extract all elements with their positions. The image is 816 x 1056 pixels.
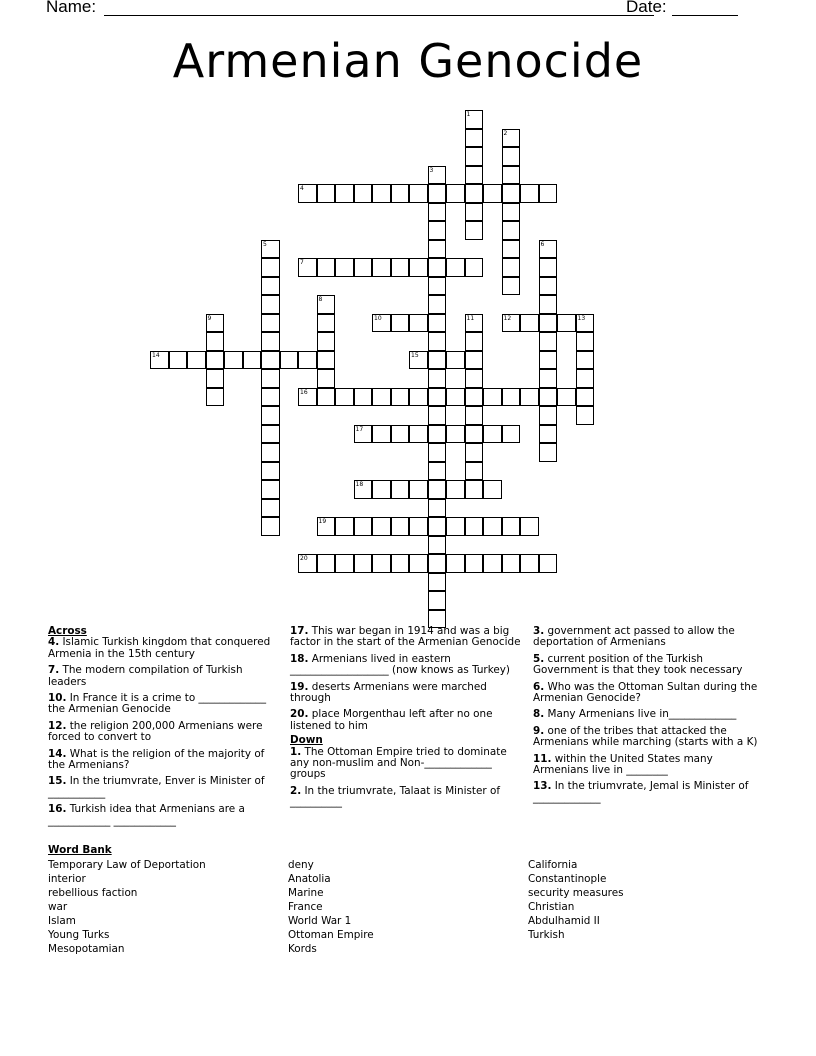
grid-cell[interactable] <box>391 554 410 573</box>
clue-num: 11. <box>533 752 552 765</box>
word-bank-item: security measures <box>528 887 624 899</box>
grid-cell[interactable] <box>428 536 447 555</box>
grid-cell[interactable] <box>372 425 391 444</box>
grid-cell[interactable] <box>539 184 558 203</box>
grid-cell[interactable] <box>483 554 502 573</box>
grid-cell[interactable] <box>280 351 299 370</box>
grid-cell[interactable] <box>391 184 410 203</box>
grid-cell[interactable] <box>428 184 447 203</box>
grid-cell[interactable] <box>446 554 465 573</box>
grid-cell[interactable] <box>428 295 447 314</box>
grid-cell[interactable] <box>428 462 447 481</box>
puzzle-title: Armenian Genocide <box>172 34 644 88</box>
grid-cell[interactable] <box>483 184 502 203</box>
clue-item <box>48 749 276 772</box>
clue-number: 2 <box>503 129 508 137</box>
date-label: Date: <box>626 0 667 16</box>
grid-cell[interactable] <box>298 184 317 203</box>
grid-cell[interactable] <box>446 425 465 444</box>
grid-cell[interactable] <box>206 388 225 407</box>
grid-cell[interactable] <box>261 388 280 407</box>
word-bank-item: rebellious faction <box>48 887 138 899</box>
grid-cell[interactable] <box>261 295 280 314</box>
grid-cell[interactable] <box>354 425 373 444</box>
clue-item <box>533 726 765 749</box>
grid-cell[interactable] <box>335 388 354 407</box>
grid-cell[interactable] <box>261 258 280 277</box>
word-bank-item: World War 1 <box>288 915 352 927</box>
grid-cell[interactable] <box>428 240 447 259</box>
grid-cell[interactable] <box>150 351 169 370</box>
grid-cell[interactable] <box>446 258 465 277</box>
word-bank-column-1 <box>48 858 206 956</box>
grid-cell[interactable] <box>539 314 558 333</box>
word-bank-item: Abdulhamid II <box>528 915 600 927</box>
grid-cell[interactable] <box>483 425 502 444</box>
clue-item <box>48 665 276 688</box>
clue-item <box>290 709 526 732</box>
grid-cell[interactable] <box>465 221 484 240</box>
grid-cell[interactable] <box>465 110 484 129</box>
grid-cell[interactable] <box>317 388 336 407</box>
clue-item <box>48 637 276 660</box>
grid-cell[interactable] <box>428 443 447 462</box>
date-field-line[interactable] <box>672 15 738 16</box>
grid-cell[interactable] <box>298 351 317 370</box>
word-bank-item: Islam <box>48 915 76 927</box>
clue-text: Who was the Ottoman Sultan during the Armenian Genocide? <box>533 680 758 705</box>
word-bank-item: Temporary Law of Deportation <box>48 859 206 871</box>
clue-num: 6. <box>533 680 545 693</box>
grid-cell[interactable] <box>502 258 521 277</box>
grid-cell[interactable] <box>576 406 595 425</box>
clue-item <box>48 721 276 744</box>
grid-cell[interactable] <box>502 277 521 296</box>
grid-cell[interactable] <box>483 517 502 536</box>
grid-cell[interactable] <box>465 517 484 536</box>
clue-number: 10 <box>374 314 382 322</box>
word-bank-item: deny <box>288 859 314 871</box>
word-bank-column-3 <box>528 858 624 942</box>
grid-cell[interactable] <box>428 406 447 425</box>
clue-number: 7 <box>300 259 304 266</box>
grid-cell[interactable] <box>261 351 280 370</box>
clue-num: 1. <box>290 745 302 758</box>
grid-cell[interactable] <box>465 554 484 573</box>
grid-cell[interactable] <box>261 277 280 296</box>
clue-text: current position of the Turkish Government is that they took necessary <box>533 652 743 677</box>
grid-cell[interactable] <box>261 499 280 518</box>
grid-cell[interactable] <box>557 314 576 333</box>
grid-cell[interactable] <box>539 295 558 314</box>
clue-item <box>290 626 526 649</box>
grid-cell[interactable] <box>465 388 484 407</box>
grid-cell[interactable] <box>502 314 521 333</box>
grid-cell[interactable] <box>539 240 558 259</box>
clue-number: 12 <box>503 314 512 322</box>
grid-cell[interactable] <box>576 388 595 407</box>
clue-num: 19. <box>290 680 309 693</box>
grid-cell[interactable] <box>465 462 484 481</box>
word-bank-item: France <box>288 901 323 913</box>
grid-cell[interactable] <box>502 166 521 185</box>
grid-cell[interactable] <box>428 332 447 351</box>
grid-cell[interactable] <box>446 351 465 370</box>
clue-item <box>533 754 765 777</box>
clue-number: 9 <box>207 314 212 322</box>
word-bank-column-2 <box>288 858 374 956</box>
clue-num: 10. <box>48 692 67 705</box>
clue-num: 9. <box>533 724 545 737</box>
clue-text: This war began in 1914 and was a big factor in the start of the Armenian Genocide <box>290 625 521 649</box>
clue-item <box>533 682 765 705</box>
grid-cell[interactable] <box>428 314 447 333</box>
clue-text: In France it is a crime to _____________ the Armenian Genocide <box>48 692 267 716</box>
clue-number: 5 <box>263 240 267 248</box>
grid-cell[interactable] <box>372 388 391 407</box>
grid-cell[interactable] <box>317 314 336 333</box>
grid-cell[interactable] <box>502 554 521 573</box>
grid-cell[interactable] <box>391 388 410 407</box>
grid-cell[interactable] <box>465 147 484 166</box>
grid-cell[interactable] <box>576 369 595 388</box>
grid-cell[interactable] <box>206 314 225 333</box>
clue-text: one of the tribes that attacked the Armenians while marching (starts with a K) <box>533 724 758 749</box>
clue-text: In the triumvrate, Talaat is Minister of __________ <box>290 784 500 809</box>
grid-cell[interactable] <box>428 554 447 573</box>
grid-cell[interactable] <box>502 425 521 444</box>
grid-cell[interactable] <box>261 517 280 536</box>
word-bank-item: California <box>528 859 578 871</box>
grid-cell[interactable] <box>520 314 539 333</box>
grid-cell[interactable] <box>372 480 391 499</box>
clue-num: 15. <box>48 775 67 788</box>
grid-cell[interactable] <box>317 517 336 536</box>
grid-cell[interactable] <box>409 258 428 277</box>
grid-cell[interactable] <box>539 425 558 444</box>
grid-cell[interactable] <box>298 554 317 573</box>
grid-cell[interactable] <box>391 425 410 444</box>
grid-cell[interactable] <box>409 554 428 573</box>
grid-cell[interactable] <box>502 203 521 222</box>
grid-cell[interactable] <box>317 258 336 277</box>
clue-number: 1 <box>466 111 471 118</box>
grid-cell[interactable] <box>354 388 373 407</box>
grid-cell[interactable] <box>502 240 521 259</box>
word-bank-item: Kords <box>288 943 317 955</box>
grid-cell[interactable] <box>261 425 280 444</box>
clue-item <box>48 693 276 716</box>
clue-item <box>48 776 276 799</box>
grid-cell[interactable] <box>409 351 428 370</box>
grid-cell[interactable] <box>354 517 373 536</box>
clues-column-3 <box>533 626 765 809</box>
clue-number: 16 <box>300 388 308 396</box>
grid-cell[interactable] <box>317 184 336 203</box>
grid-cell[interactable] <box>335 184 354 203</box>
grid-cell[interactable] <box>502 388 521 407</box>
word-bank-item: Mesopotamian <box>48 943 125 955</box>
grid-cell[interactable] <box>520 388 539 407</box>
clue-text: The Ottoman Empire tried to dominate any non-muslim and Non-_____________ groups <box>290 745 507 781</box>
grid-cell[interactable] <box>539 351 558 370</box>
grid-cell[interactable] <box>465 480 484 499</box>
name-date-header <box>46 0 766 22</box>
grid-cell[interactable] <box>372 184 391 203</box>
down-heading: Down <box>290 734 323 747</box>
clue-item <box>533 654 765 677</box>
clue-text: The modern compilation of Turkish leaders <box>48 664 243 688</box>
clue-item <box>290 682 526 705</box>
clue-item <box>290 654 526 677</box>
grid-cell[interactable] <box>557 388 576 407</box>
grid-cell[interactable] <box>539 277 558 296</box>
name-field-line[interactable] <box>104 15 654 16</box>
grid-cell[interactable] <box>428 388 447 407</box>
clue-num: 12. <box>48 719 67 732</box>
clue-num: 2. <box>290 784 302 797</box>
word-bank-item: war <box>48 901 68 913</box>
grid-cell[interactable] <box>372 258 391 277</box>
clue-text: Islamic Turkish kingdom that conquered Armenia in the 15th century <box>48 636 271 660</box>
grid-cell[interactable] <box>428 221 447 240</box>
clue-num: 17. <box>290 625 309 637</box>
grid-cell[interactable] <box>298 388 317 407</box>
word-bank-item: Turkish <box>528 929 565 941</box>
clue-number: 11 <box>466 314 475 322</box>
grid-cell[interactable] <box>465 129 484 148</box>
clue-number: 3 <box>429 166 434 174</box>
clue-number: 6 <box>540 240 545 248</box>
grid-cell[interactable] <box>465 406 484 425</box>
clue-number: 18 <box>355 481 364 488</box>
clue-item <box>290 786 526 809</box>
grid-cell[interactable] <box>317 369 336 388</box>
grid-cell[interactable] <box>372 554 391 573</box>
grid-cell[interactable] <box>409 314 428 333</box>
grid-cell[interactable] <box>465 166 484 185</box>
clue-text: Many Armenians live in_____________ <box>544 708 737 721</box>
across-heading: Across <box>48 625 87 637</box>
clue-num: 18. <box>290 652 309 665</box>
grid-cell[interactable] <box>539 258 558 277</box>
grid-cell[interactable] <box>261 240 280 259</box>
clue-num: 4. <box>48 636 60 649</box>
grid-cell[interactable] <box>206 332 225 351</box>
grid-cell[interactable] <box>428 591 447 610</box>
word-bank-item: Christian <box>528 901 575 913</box>
clue-num: 13. <box>533 780 552 793</box>
grid-cell[interactable] <box>391 517 410 536</box>
clue-text: Turkish idea that Armenians are a ____________ ____________ <box>48 803 245 827</box>
grid-cell[interactable] <box>317 295 336 314</box>
clue-item <box>533 626 765 649</box>
grid-cell[interactable] <box>465 258 484 277</box>
grid-cell[interactable] <box>391 480 410 499</box>
grid-cell[interactable] <box>243 351 262 370</box>
grid-cell[interactable] <box>446 480 465 499</box>
grid-cell[interactable] <box>335 554 354 573</box>
grid-cell[interactable] <box>502 147 521 166</box>
grid-cell[interactable] <box>409 480 428 499</box>
clue-num: 16. <box>48 803 67 816</box>
clue-num: 8. <box>533 708 545 721</box>
grid-cell[interactable] <box>354 184 373 203</box>
grid-cell[interactable] <box>520 554 539 573</box>
grid-cell[interactable] <box>187 351 206 370</box>
grid-cell[interactable] <box>428 166 447 185</box>
grid-cell[interactable] <box>465 203 484 222</box>
grid-cell[interactable] <box>206 351 225 370</box>
word-bank-item: Anatolia <box>288 873 331 885</box>
grid-cell[interactable] <box>354 480 373 499</box>
grid-cell[interactable] <box>391 258 410 277</box>
clue-item <box>533 781 765 804</box>
grid-cell[interactable] <box>391 314 410 333</box>
grid-cell[interactable] <box>465 443 484 462</box>
clue-num: 14. <box>48 747 67 760</box>
clues-column-1 <box>48 626 276 832</box>
grid-cell[interactable] <box>502 517 521 536</box>
grid-cell[interactable] <box>465 351 484 370</box>
clue-text: deserts Armenians were marched through <box>290 680 487 705</box>
clue-text: government act passed to allow the deportation of Armenians <box>533 625 735 649</box>
clue-text: In the triumvrate, Jemal is Minister of _____________ <box>533 780 749 804</box>
clue-number: 17 <box>355 425 364 433</box>
grid-cell[interactable] <box>428 277 447 296</box>
grid-cell[interactable] <box>539 554 558 573</box>
grid-cell[interactable] <box>428 351 447 370</box>
grid-cell[interactable] <box>261 462 280 481</box>
grid-cell[interactable] <box>317 554 336 573</box>
clue-text: within the United States many Armenians live in ________ <box>533 752 713 777</box>
clue-text: What is the religion of the majority of the Armenians? <box>48 747 265 772</box>
grid-cell[interactable] <box>576 332 595 351</box>
clue-item <box>533 709 765 720</box>
grid-cell[interactable] <box>465 369 484 388</box>
clue-number: 4 <box>300 185 304 192</box>
grid-cell[interactable] <box>428 573 447 592</box>
grid-cell[interactable] <box>539 332 558 351</box>
grid-cell[interactable] <box>335 517 354 536</box>
clue-item <box>48 804 276 827</box>
word-bank-heading: Word Bank <box>48 844 112 856</box>
clue-text: In the triumvrate, Enver is Minister of ___________ <box>48 775 265 799</box>
clues-column-2 <box>290 626 526 814</box>
grid-cell[interactable] <box>465 314 484 333</box>
grid-cell[interactable] <box>446 517 465 536</box>
clue-number: 8 <box>318 296 323 303</box>
grid-cell[interactable] <box>298 258 317 277</box>
grid-cell[interactable] <box>409 184 428 203</box>
grid-cell[interactable] <box>224 351 243 370</box>
grid-cell[interactable] <box>372 314 391 333</box>
grid-cell[interactable] <box>206 369 225 388</box>
grid-cell[interactable] <box>354 258 373 277</box>
grid-cell[interactable] <box>520 517 539 536</box>
grid-cell[interactable] <box>520 184 539 203</box>
clue-number: 14 <box>152 351 160 359</box>
word-bank-item: interior <box>48 873 86 885</box>
clue-number: 19 <box>318 518 327 525</box>
clue-number: 15 <box>411 351 419 359</box>
grid-cell[interactable] <box>261 480 280 499</box>
grid-cell[interactable] <box>261 314 280 333</box>
grid-cell[interactable] <box>465 332 484 351</box>
grid-cell[interactable] <box>576 314 595 333</box>
grid-cell[interactable] <box>502 129 521 148</box>
word-bank-item: Constantinople <box>528 873 607 885</box>
grid-cell[interactable] <box>428 480 447 499</box>
grid-cell[interactable] <box>169 351 188 370</box>
grid-cell[interactable] <box>372 517 391 536</box>
grid-cell[interactable] <box>428 258 447 277</box>
grid-cell[interactable] <box>428 203 447 222</box>
clue-num: 7. <box>48 664 60 677</box>
grid-cell[interactable] <box>354 554 373 573</box>
grid-cell[interactable] <box>539 406 558 425</box>
clue-num: 5. <box>533 652 545 665</box>
grid-cell[interactable] <box>335 258 354 277</box>
grid-cell[interactable] <box>465 425 484 444</box>
grid-cell[interactable] <box>428 517 447 536</box>
clue-text: Armenians lived in eastern ___________________ (now knows as Turkey) <box>290 652 510 677</box>
grid-cell[interactable] <box>317 332 336 351</box>
grid-cell[interactable] <box>576 351 595 370</box>
clue-item <box>290 747 526 781</box>
clue-number: 20 <box>300 555 308 562</box>
grid-cell[interactable] <box>539 388 558 407</box>
word-bank-item: Ottoman Empire <box>288 929 374 941</box>
grid-cell[interactable] <box>483 480 502 499</box>
clue-text: place Morgenthau left after no one listened to him <box>290 708 493 732</box>
grid-cell[interactable] <box>409 425 428 444</box>
clue-num: 3. <box>533 625 545 637</box>
grid-cell[interactable] <box>465 184 484 203</box>
clue-number: 13 <box>577 314 586 322</box>
grid-cell[interactable] <box>261 443 280 462</box>
grid-cell[interactable] <box>261 332 280 351</box>
grid-cell[interactable] <box>539 443 558 462</box>
grid-cell[interactable] <box>261 406 280 425</box>
grid-cell[interactable] <box>428 499 447 518</box>
grid-cell[interactable] <box>502 184 521 203</box>
grid-cell[interactable] <box>539 369 558 388</box>
grid-cell[interactable] <box>428 369 447 388</box>
name-label: Name: <box>46 0 97 16</box>
grid-cell[interactable] <box>502 221 521 240</box>
grid-cell[interactable] <box>409 517 428 536</box>
word-bank-item: Marine <box>288 887 324 899</box>
word-bank-item: Young Turks <box>48 929 110 941</box>
grid-cell[interactable] <box>409 388 428 407</box>
grid-cell[interactable] <box>317 351 336 370</box>
clue-num: 20. <box>290 708 309 721</box>
clue-text: the religion 200,000 Armenians were forced to convert to <box>48 719 263 744</box>
grid-cell[interactable] <box>428 425 447 444</box>
grid-cell[interactable] <box>446 184 465 203</box>
grid-cell[interactable] <box>446 388 465 407</box>
grid-cell[interactable] <box>483 388 502 407</box>
grid-cell[interactable] <box>261 369 280 388</box>
